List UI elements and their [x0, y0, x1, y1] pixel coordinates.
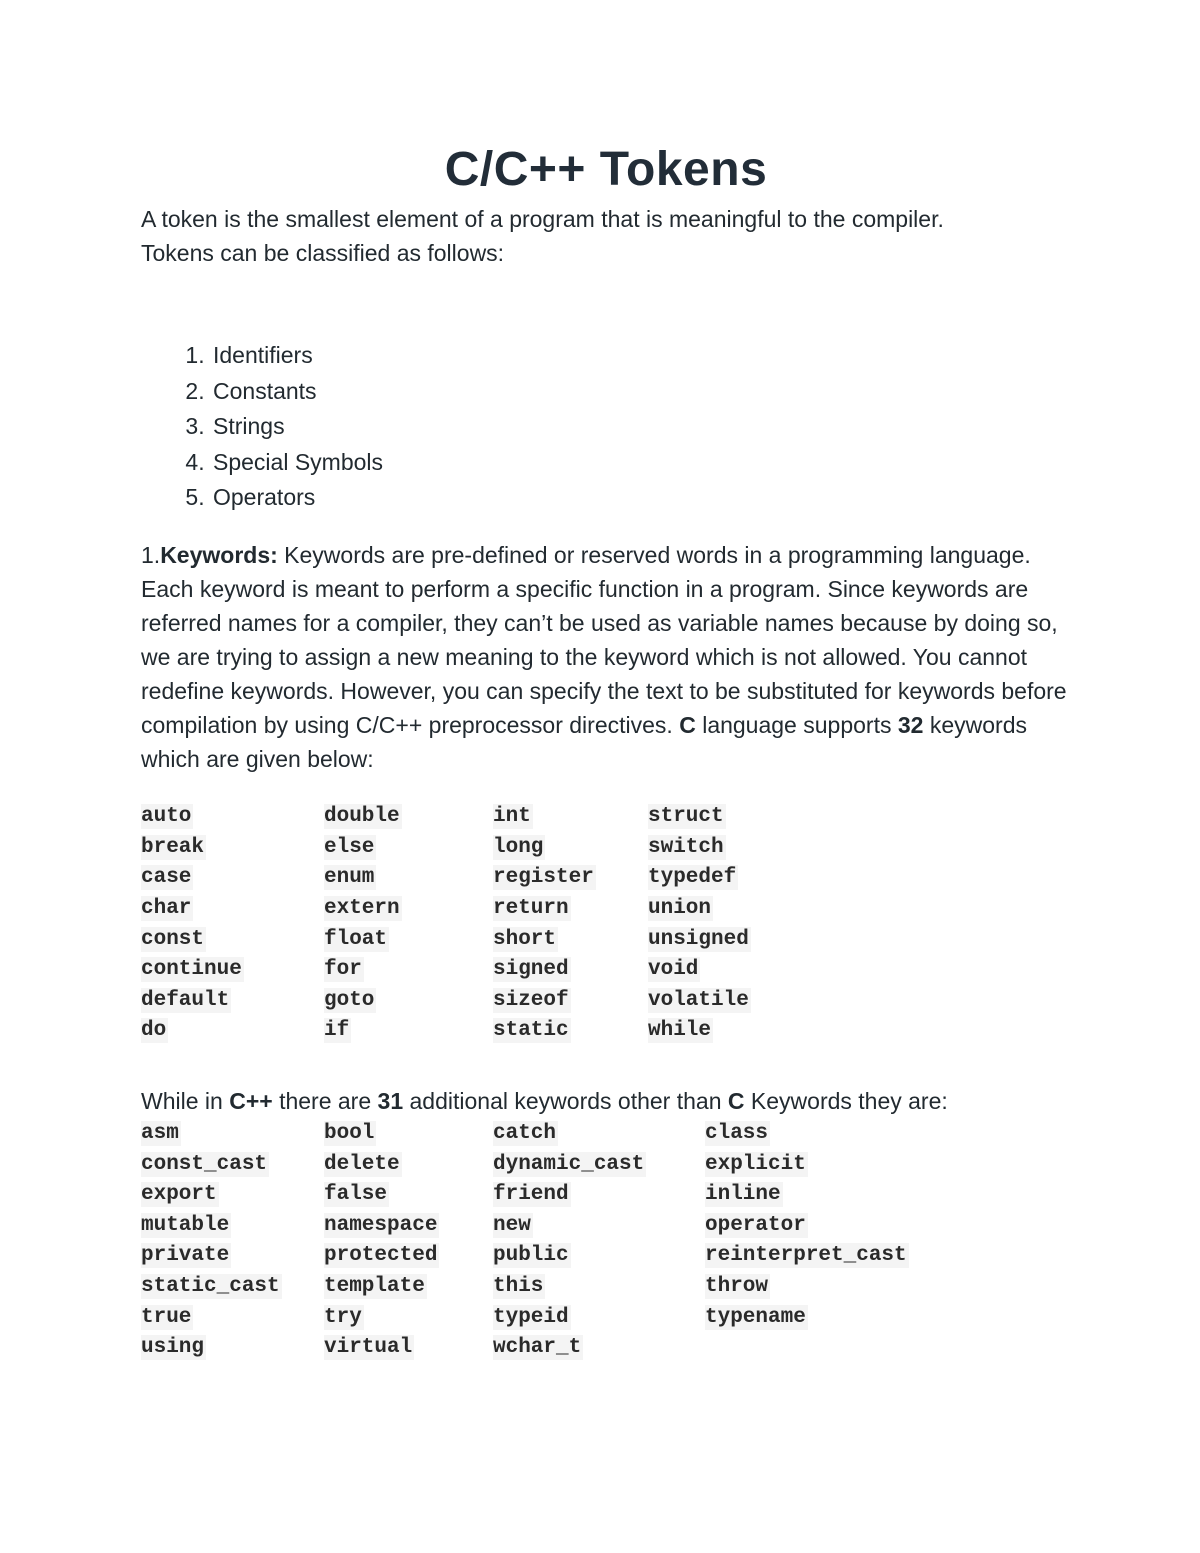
keyword: goto — [324, 988, 375, 1012]
keyword: double — [324, 805, 400, 829]
table-cell — [493, 1302, 705, 1333]
keyword: for — [324, 958, 362, 982]
table-cell — [141, 1179, 324, 1210]
table-cell — [324, 1210, 493, 1241]
keyword: inline — [705, 1183, 781, 1207]
keywords-paragraph — [141, 538, 1071, 776]
keyword: const — [141, 927, 205, 951]
keyword: union — [648, 897, 712, 921]
table-row — [141, 1016, 751, 1047]
keyword: private — [141, 1244, 230, 1268]
keyword: void — [648, 958, 699, 982]
keyword: public — [493, 1244, 569, 1268]
table-cell — [141, 863, 324, 894]
keyword: struct — [648, 805, 724, 829]
table-cell — [493, 1149, 705, 1180]
table-cell — [141, 832, 324, 863]
keyword: typeid — [493, 1305, 569, 1329]
keyword: operator — [705, 1213, 806, 1237]
keyword: extern — [324, 897, 400, 921]
table-cell — [493, 802, 648, 833]
table-cell — [493, 1118, 705, 1149]
list-item: 2. Constants — [211, 374, 1071, 410]
table-cell — [324, 1271, 493, 1302]
keyword: throw — [705, 1275, 769, 1299]
keyword: dynamic_cast — [493, 1152, 645, 1176]
cpp-keyword-count: 31 — [377, 1088, 404, 1115]
table-cell — [648, 893, 751, 924]
table-row — [141, 1210, 909, 1241]
keyword: export — [141, 1183, 217, 1207]
table-cell — [493, 1241, 705, 1272]
keyword: do — [141, 1019, 167, 1043]
section-number: 1. — [141, 541, 161, 568]
keyword: else — [324, 835, 375, 859]
cpp-keywords-body — [141, 1118, 909, 1363]
table-row — [141, 1241, 909, 1272]
table-cell — [324, 893, 493, 924]
table-cell — [705, 1149, 909, 1180]
table-row — [141, 832, 751, 863]
table-cell — [493, 1271, 705, 1302]
keywords-text-1: Keywords are pre-defined or reserved words in a programming language. Each keyword is meant to perform a specific function in a program. Since keywords are referred names for a compiler, they can’t be used as variable names because by doing so, we are trying to assign a new meaning to the keyword which is not allowed. You cannot redefine keywords. However, you can specify the text to be substituted for keywords before compilation by using C/C++ preprocessor directives. — [141, 541, 1067, 738]
table-row — [141, 954, 751, 985]
keyword: short — [493, 927, 557, 951]
keyword: this — [493, 1275, 544, 1299]
table-row — [141, 985, 751, 1016]
table-cell — [141, 1149, 324, 1180]
table-row — [141, 1179, 909, 1210]
table-cell — [705, 1271, 909, 1302]
keyword: static — [493, 1019, 569, 1043]
table-cell — [648, 985, 751, 1016]
table-cell — [324, 1149, 493, 1180]
keyword: sizeof — [493, 988, 569, 1012]
table-cell — [705, 1210, 909, 1241]
table-cell — [141, 1118, 324, 1149]
keywords-text-2: language supports — [695, 711, 898, 738]
keyword: friend — [493, 1183, 569, 1207]
c-language-label-2: C — [727, 1088, 745, 1115]
list-item: 5. Operators — [211, 480, 1071, 516]
keyword: try — [324, 1305, 362, 1329]
keyword: namespace — [324, 1213, 438, 1237]
keyword: enum — [324, 866, 375, 890]
table-cell — [141, 893, 324, 924]
keyword: signed — [493, 958, 569, 982]
keyword: typename — [705, 1305, 806, 1329]
keyword: virtual — [324, 1336, 413, 1360]
keyword: break — [141, 835, 205, 859]
table-cell — [141, 985, 324, 1016]
table-row — [141, 924, 751, 955]
cpp-text-1: While in — [141, 1088, 230, 1115]
table-cell — [324, 985, 493, 1016]
keyword: protected — [324, 1244, 438, 1268]
keyword: register — [493, 866, 594, 890]
table-row — [141, 802, 751, 833]
table-cell — [324, 1016, 493, 1047]
keyword: template — [324, 1275, 425, 1299]
keyword: new — [493, 1213, 531, 1237]
table-cell — [705, 1302, 909, 1333]
keyword: mutable — [141, 1213, 230, 1237]
table-cell — [141, 1332, 324, 1363]
keyword: true — [141, 1305, 192, 1329]
document-page — [141, 140, 1071, 1363]
keyword: const_cast — [141, 1152, 268, 1176]
keyword: delete — [324, 1152, 400, 1176]
table-cell — [493, 924, 648, 955]
keyword: while — [648, 1019, 712, 1043]
table-cell — [648, 863, 751, 894]
table-cell — [324, 863, 493, 894]
keyword: typedef — [648, 866, 737, 890]
cpp-language-label: C++ — [229, 1088, 273, 1115]
table-row — [141, 1302, 909, 1333]
c-language-label: C — [679, 711, 696, 738]
list-item: 4. Special Symbols — [211, 445, 1071, 481]
table-cell — [324, 954, 493, 985]
keyword: continue — [141, 958, 242, 982]
list-item: 1. Identifiers — [211, 338, 1071, 374]
intro-paragraph — [141, 202, 1071, 270]
table-cell — [493, 985, 648, 1016]
keyword: explicit — [705, 1152, 806, 1176]
table-cell — [705, 1241, 909, 1272]
table-cell — [324, 1118, 493, 1149]
keyword: bool — [324, 1122, 375, 1146]
c-keyword-count: 32 — [897, 711, 924, 738]
table-cell — [324, 802, 493, 833]
cpp-keywords-table — [141, 1118, 909, 1363]
keyword — [705, 1335, 707, 1360]
table-cell — [141, 802, 324, 833]
keyword: static_cast — [141, 1275, 280, 1299]
table-cell — [705, 1118, 909, 1149]
table-cell — [324, 924, 493, 955]
table-cell — [493, 893, 648, 924]
cpp-intro-paragraph — [141, 1084, 1071, 1118]
table-cell — [141, 1241, 324, 1272]
token-type-list — [141, 338, 1071, 516]
intro-line-2: Tokens can be classified as follows: — [141, 240, 505, 266]
table-row — [141, 893, 751, 924]
cpp-text-3: additional keywords other than — [403, 1088, 728, 1115]
table-row — [141, 1149, 909, 1180]
table-cell — [648, 924, 751, 955]
table-cell — [493, 1332, 705, 1363]
table-cell — [324, 1302, 493, 1333]
keywords-heading: Keywords: — [160, 541, 278, 568]
page-title: C/C++ Tokens — [444, 143, 768, 196]
table-cell — [493, 1016, 648, 1047]
table-cell — [141, 1016, 324, 1047]
keyword: switch — [648, 835, 724, 859]
list-item: 3. Strings — [211, 409, 1071, 445]
keyword: char — [141, 897, 192, 921]
table-cell — [493, 954, 648, 985]
table-cell — [141, 1302, 324, 1333]
c-keywords-table — [141, 802, 751, 1047]
table-cell — [493, 863, 648, 894]
table-cell — [648, 832, 751, 863]
keyword: catch — [493, 1122, 557, 1146]
keyword: default — [141, 988, 230, 1012]
keyword: long — [493, 835, 544, 859]
table-cell — [324, 1332, 493, 1363]
table-cell — [705, 1332, 909, 1363]
table-cell — [648, 954, 751, 985]
table-cell — [324, 832, 493, 863]
table-row — [141, 863, 751, 894]
table-cell — [141, 1271, 324, 1302]
table-row — [141, 1118, 909, 1149]
table-row — [141, 1332, 909, 1363]
table-cell — [141, 1210, 324, 1241]
keyword: asm — [141, 1122, 179, 1146]
keywords-text-3: keywords which are given below: — [141, 711, 1027, 772]
keyword: using — [141, 1336, 205, 1360]
table-cell — [648, 1016, 751, 1047]
keyword: volatile — [648, 988, 749, 1012]
table-cell — [493, 1179, 705, 1210]
keyword: unsigned — [648, 927, 749, 951]
keyword: wchar_t — [493, 1336, 582, 1360]
keyword: if — [324, 1019, 350, 1043]
c-keywords-body — [141, 802, 751, 1047]
keyword: class — [705, 1122, 769, 1146]
cpp-text-2: there are — [272, 1088, 378, 1115]
keyword: false — [324, 1183, 388, 1207]
keyword: return — [493, 897, 569, 921]
table-cell — [493, 1210, 705, 1241]
intro-line-1: A token is the smallest element of a program that is meaningful to the compiler. — [141, 206, 944, 232]
table-cell — [705, 1179, 909, 1210]
table-cell — [141, 954, 324, 985]
table-cell — [324, 1241, 493, 1272]
keyword: int — [493, 805, 531, 829]
table-cell — [493, 832, 648, 863]
keyword: auto — [141, 805, 192, 829]
table-cell — [648, 802, 751, 833]
keyword: reinterpret_cast — [705, 1244, 907, 1268]
table-cell — [324, 1179, 493, 1210]
table-row — [141, 1271, 909, 1302]
keyword: float — [324, 927, 388, 951]
cpp-text-4: Keywords they are: — [744, 1088, 948, 1115]
table-cell — [141, 924, 324, 955]
keyword: case — [141, 866, 192, 890]
